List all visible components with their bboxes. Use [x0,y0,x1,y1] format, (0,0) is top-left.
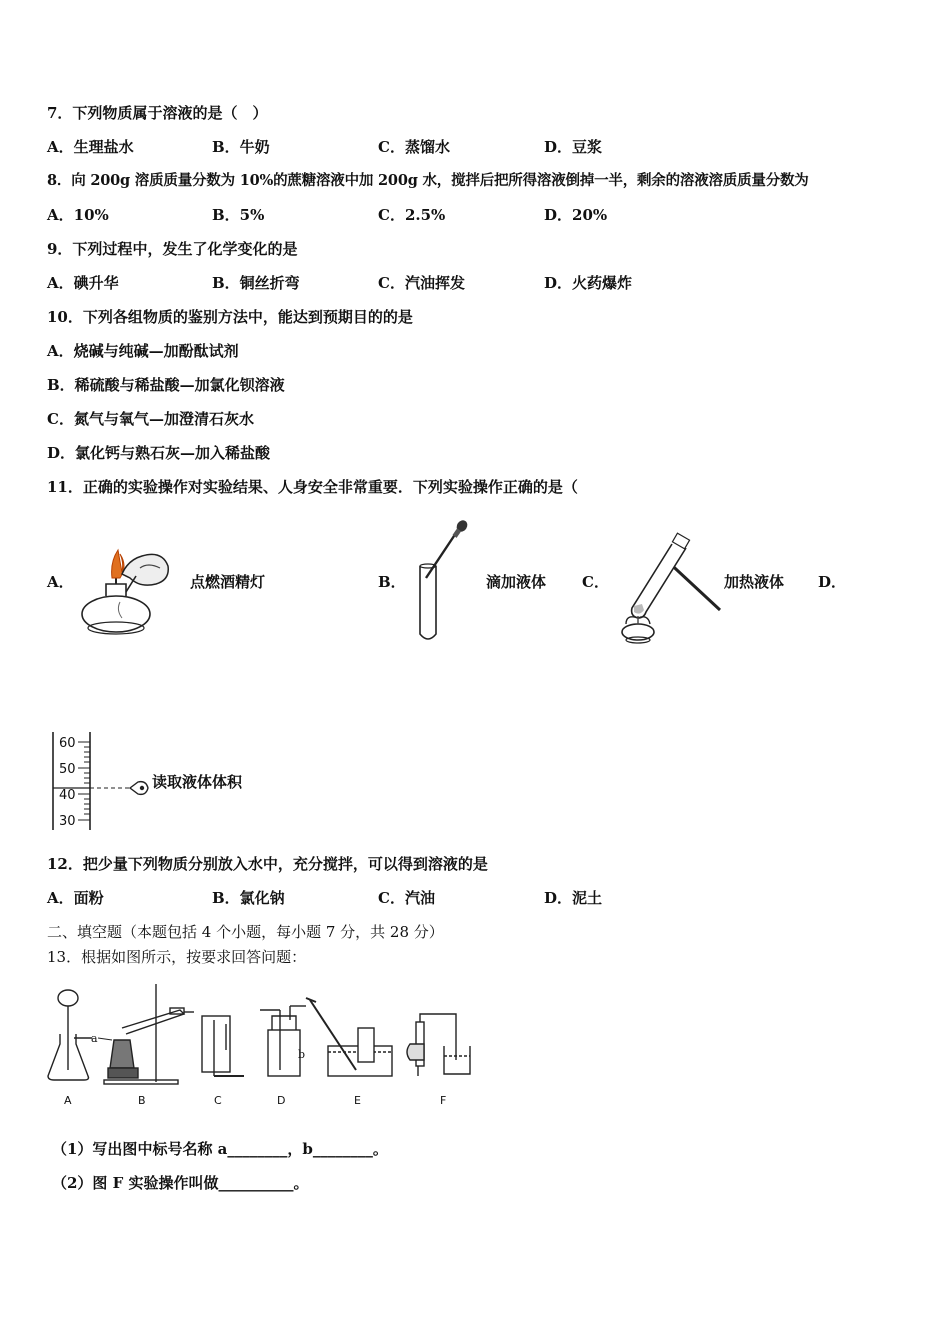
q7-stem: 7．下列物质属于溶液的是（ ） [47,104,268,122]
q11-caption-b: 滴加液体 [486,573,547,591]
q12-option-c: C．汽油 [378,889,435,907]
lab-apparatus-figure [44,980,476,1108]
q10-option-b: B．稀硫酸与稀盐酸—加氯化钡溶液 [47,376,285,394]
q7-option-b: B．牛奶 [212,138,270,156]
q9-option-b: B．铜丝折弯 [212,274,300,292]
q9-option-c: C．汽油挥发 [378,274,465,292]
section-heading: 二、填空题（本题包括 4 个小题，每小题 7 分，共 28 分） [47,923,444,941]
cylinder-tick-50: 50 [59,762,76,777]
q11-caption-d: 读取液体体积 [152,773,243,791]
apparatus-marker-a: a [91,1032,98,1045]
q8-option-d: D．20% [544,206,608,224]
dropper-into-test-tube-figure [412,520,474,644]
apparatus-d-bottle [260,1006,306,1076]
apparatus-label-e: E [354,1094,361,1107]
apparatus-label-c: C [214,1094,222,1107]
cylinder-tick-60: 60 [59,736,76,751]
q10-option-a: A．烧碱与纯碱—加酚酞试剂 [47,342,239,360]
q9-stem: 9．下列过程中，发生了化学变化的是 [47,240,298,258]
q8-option-b: B．5% [212,206,265,224]
cylinder-tick-30: 30 [59,814,76,829]
q11-caption-c: 加热液体 [724,573,785,591]
q8-option-a: A．10% [47,206,109,224]
apparatus-a-flask [48,990,92,1080]
apparatus-label-a: A [64,1094,72,1107]
q11-option-a-letter: A． [47,573,74,591]
apparatus-f-airtightness [407,1014,470,1076]
q13-sub2: （2）图 F 实验操作叫做__________。 [52,1174,309,1192]
q9-option-a: A．碘升华 [47,274,119,292]
q11-stem: 11．正确的实验操作对实验结果、人身安全非常重要．下列实验操作正确的是（ [47,478,578,496]
q13-sub1: （1）写出图中标号名称 a________，b________。 [52,1140,388,1158]
q10-stem: 10．下列各组物质的鉴别方法中，能达到预期目的的是 [47,308,413,326]
q12-stem: 12．把少量下列物质分别放入水中，充分搅拌，可以得到溶液的是 [47,855,488,873]
alcohol-lamp-lighting-figure [76,532,188,640]
apparatus-label-b: B [138,1094,146,1107]
q11-option-d-letter: D． [818,573,847,591]
q12-option-d: D．泥土 [544,889,603,907]
q7-option-a: A．生理盐水 [47,138,134,156]
q11-option-c-letter: C． [582,573,609,591]
apparatus-e-trough [306,998,392,1076]
q11-option-b-letter: B． [378,573,406,591]
q8-option-c: C．2.5% [378,206,446,224]
q11-caption-a: 点燃酒精灯 [190,573,266,591]
apparatus-label-d: D [277,1094,286,1107]
q10-option-d: D．氯化钙与熟石灰—加入稀盐酸 [47,444,271,462]
apparatus-c-collector [202,1016,244,1076]
q13-stem: 13．根据如图所示，按要求回答问题： [47,948,307,966]
cylinder-tick-40: 40 [59,788,76,803]
q7-option-d: D．豆浆 [544,138,603,156]
q12-option-b: B．氯化钠 [212,889,285,907]
q12-option-a: A．面粉 [47,889,104,907]
apparatus-b-heating [98,984,194,1084]
q9-option-d: D．火药爆炸 [544,274,633,292]
apparatus-label-f: F [440,1094,447,1107]
q10-option-c: C．氮气与氧气—加澄清石灰水 [47,410,254,428]
heating-liquid-figure [612,528,728,646]
q7-option-c: C．蒸馏水 [378,138,450,156]
q8-stem: 8．向 200g 溶质质量分数为 10%的蔗糖溶液中加 200g 水，搅拌后把所得溶液倒掉一半，剩余的溶液溶质质量分数为 [47,172,809,189]
apparatus-marker-b: b [298,1048,306,1061]
